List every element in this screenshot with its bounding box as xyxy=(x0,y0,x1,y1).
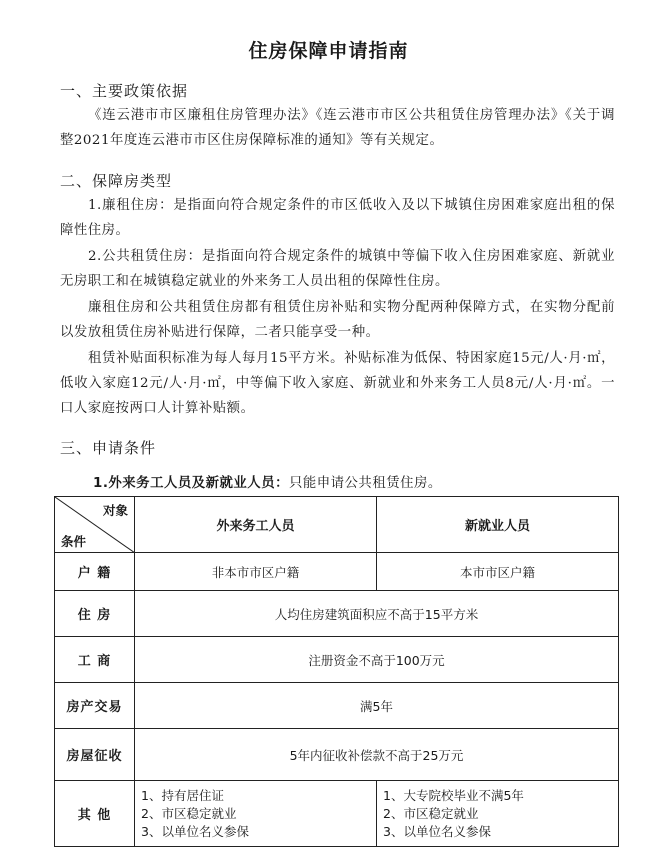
row-label: 工 商 xyxy=(55,637,135,683)
table-cell: 非本市市区户籍 xyxy=(135,553,377,591)
table-row xyxy=(55,553,619,591)
row-label: 住 房 xyxy=(55,591,135,637)
other-conditions-migrant xyxy=(135,781,377,847)
table-corner-cell xyxy=(55,497,135,553)
corner-top-label: 对象 xyxy=(102,503,128,518)
other-conditions-new-employee xyxy=(377,781,619,847)
row-label: 其 他 xyxy=(55,781,135,847)
section1-heading: 一、主要政策依据 xyxy=(60,82,189,100)
table-row xyxy=(55,591,619,637)
table-cell-merged: 注册资金不高于100万元 xyxy=(135,637,619,683)
corner-bottom-label: 条件 xyxy=(61,534,87,549)
table-cell-merged: 5年内征收补偿款不高于25万元 xyxy=(135,729,619,781)
section2-paragraph-4: 租赁补贴面积标准为每人每月15平方米。补贴标准为低保、特困家庭15元/人·月·㎡，低收入家庭12元/人·月·㎡，中等偏下收入家庭、新就业和外来务工人员8元/人·月·㎡。一口人家庭按两口人计算补贴额。 xyxy=(60,351,615,416)
list-item: 2、市区稳定就业 xyxy=(141,805,237,821)
list-item: 1、持有居住证 xyxy=(141,787,224,803)
column-header-migrant: 外来务工人员 xyxy=(135,497,377,553)
table-cell: 本市市区户籍 xyxy=(377,553,619,591)
table-row xyxy=(55,729,619,781)
row-label: 房产交易 xyxy=(55,683,135,729)
list-item: 3、以单位名义参保 xyxy=(141,823,249,839)
row-label: 房屋征收 xyxy=(55,729,135,781)
row-label: 户 籍 xyxy=(55,553,135,591)
table-cell-merged: 满5年 xyxy=(135,683,619,729)
list-item: 1、大专院校毕业不满5年 xyxy=(383,787,524,803)
table-row xyxy=(55,683,619,729)
page-title: 住房保障申请指南 xyxy=(248,40,409,62)
section2-paragraph-1: 1.廉租住房：是指面向符合规定条件的市区低收入及以下城镇住房困难家庭出租的保障性住房。 xyxy=(60,198,615,238)
conditions-table xyxy=(54,496,619,847)
section2-paragraph-2: 2.公共租赁住房：是指面向符合规定条件的城镇中等偏下收入住房困难家庭、新就业无房职工和在城镇稳定就业的外来务工人员出租的保障性住房。 xyxy=(60,249,615,289)
section3-subheading xyxy=(93,472,442,491)
subheading-bold: 1.外来务工人员及新就业人员： xyxy=(93,476,289,491)
table-header-row xyxy=(55,497,619,553)
table-row xyxy=(55,637,619,683)
section2-heading: 二、保障房类型 xyxy=(60,172,173,190)
column-header-new-employee: 新就业人员 xyxy=(377,497,619,553)
table-row-other xyxy=(55,781,619,847)
list-item: 2、市区稳定就业 xyxy=(383,805,479,821)
section1-paragraph: 《连云港市市区廉租住房管理办法》《连云港市市区公共租赁住房管理办法》《关于调整2021年度连云港市市区住房保障标准的通知》等有关规定。 xyxy=(60,108,615,148)
section2-paragraph-3: 廉租住房和公共租赁住房都有租赁住房补贴和实物分配两种保障方式，在实物分配前以发放租赁住房补贴进行保障，二者只能享受一种。 xyxy=(60,300,615,340)
section3-heading: 三、申请条件 xyxy=(60,439,157,457)
table-cell-merged: 人均住房建筑面积应不高于15平方米 xyxy=(135,591,619,637)
subheading-text: 只能申请公共租赁住房。 xyxy=(288,476,442,491)
list-item: 3、以单位名义参保 xyxy=(383,823,491,839)
